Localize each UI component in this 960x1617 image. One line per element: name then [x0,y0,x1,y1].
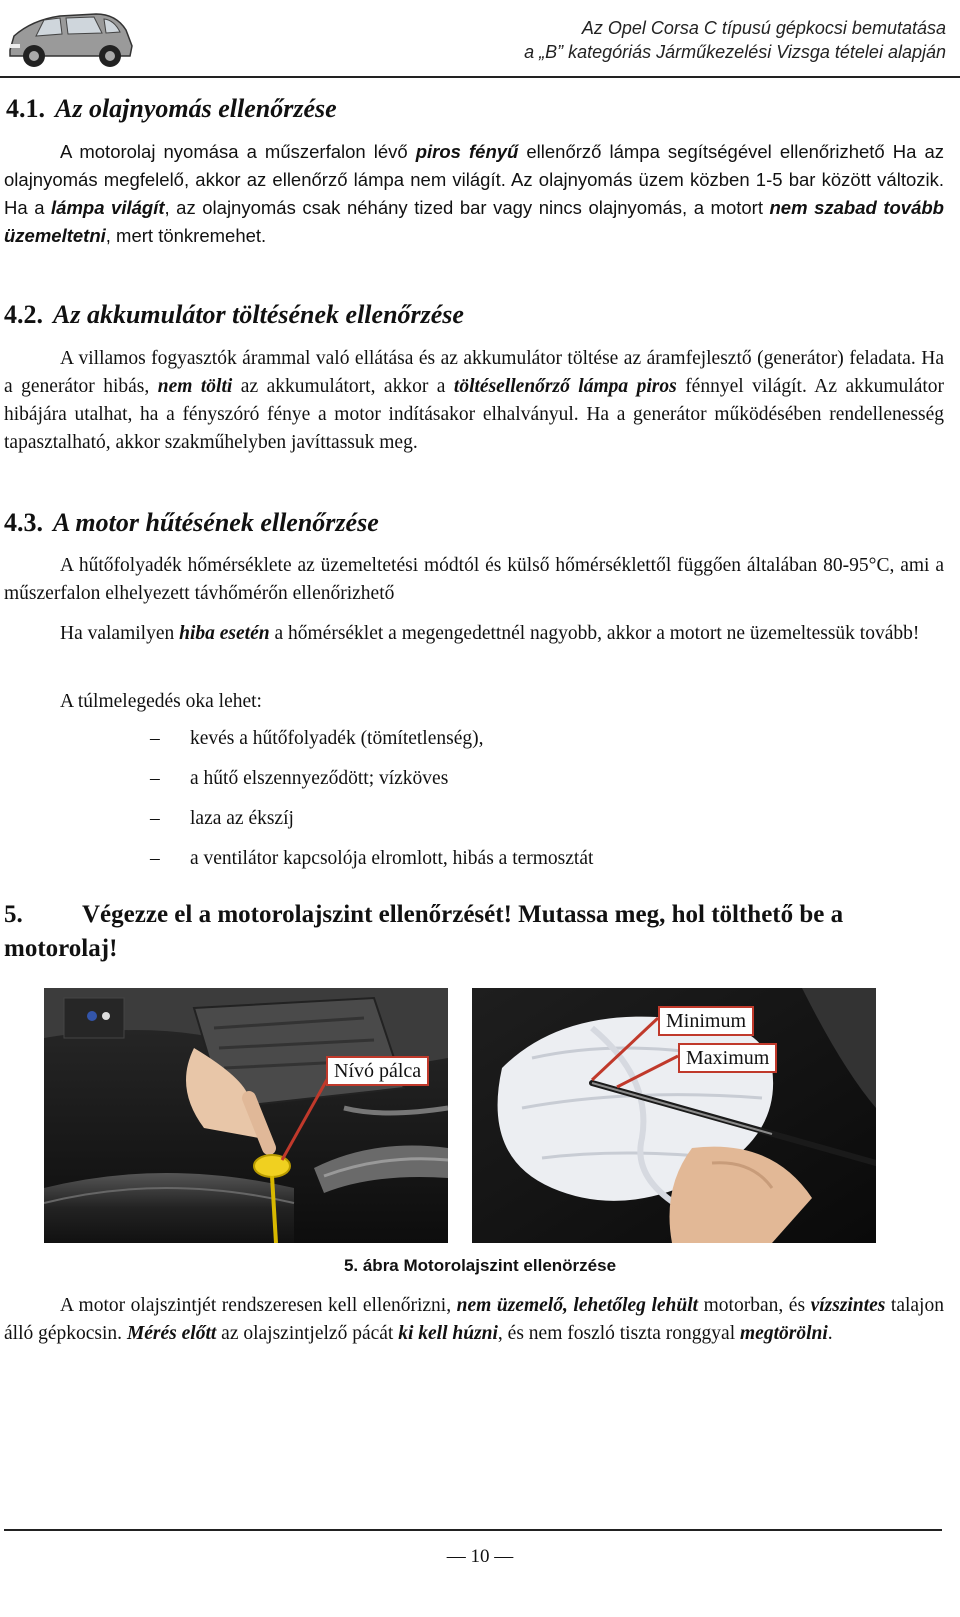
list-item [0,808,940,838]
paragraph-overheat-warning [4,620,944,648]
section-title: A motor hűtésének ellenőrzése [53,508,379,537]
text-run: A túlmelegedés oka lehet: [60,691,262,712]
list-dash: – [150,808,160,829]
text-run: A hűtőfolyadék hőmérséklete az üzemeltetési módtól és külső hőmérséklettől függően általában 80-95°C, ami a műszerfalon elhelyezett távhőmérőn ellenőrizhető [4,555,944,604]
section-heading-4-2 [4,300,464,330]
text-run: A motor olajszintjét rendszeresen kell ellenőrizni, [60,1295,457,1316]
list-item [0,768,940,798]
list-item [0,848,940,878]
section-number: 4.1. [6,94,45,123]
text-run: motorban, és [698,1295,811,1316]
photo-dipstick-levels [472,988,876,1243]
text-run: az olajszintjelző pácát [216,1323,399,1344]
list-dash: – [150,768,160,789]
list-item-text: kevés a hűtőfolyadék (tömítetlenség), [190,728,484,749]
text-run: a hőmérséklet a megengedettnél nagyobb, akkor a motort ne üzemeltessük tovább! [269,623,920,644]
figure-caption: 5. ábra Motorolajszint ellenörzése [343,1256,617,1275]
text-run: , mert tönkremehet. [105,225,267,246]
photo-dipstick-location [44,988,448,1243]
list-dash: – [150,728,160,749]
list-item-text: a ventilátor kapcsolója elromlott, hibás a termosztát [190,848,594,869]
car-icon [4,2,136,72]
paragraph-causes-intro [4,688,944,716]
emphasis: hiba esetén [179,623,270,644]
paragraph-battery [4,345,944,457]
section-heading-5 [4,898,944,966]
emphasis: megtörölni [740,1323,828,1344]
running-header [524,16,946,64]
text-run: , és nem foszló tiszta ronggyal [497,1323,740,1344]
section-number: 5. [4,901,23,928]
footer-rule [4,1529,942,1531]
header-rule [0,76,960,78]
section-title: Az olajnyomás ellenőrzése [55,94,337,123]
list-item-text: a hűtő elszennyeződött; vízköves [190,768,449,789]
text-run: . [827,1323,833,1344]
paragraph-oil-pressure [4,138,944,250]
emphasis: ki kell húzni [398,1323,498,1344]
header-line-2: a „B” kategóriás Járműkezelési Vizsga tételei alapján [524,42,946,62]
dipstick-label: Nívó pálca [326,1056,429,1086]
page-number: — 10 — [446,1546,514,1567]
text-run: A villamos fogyasztók árammal való ellátása és az akkumulátor töltése az áramfejlesztő (generátor) feladata. Ha a generátor hibás, [4,348,944,397]
maximum-label: Maximum [678,1043,777,1073]
text-run: talajon álló gépkocsin. [4,1295,944,1344]
engine-bay-illustration [44,988,448,1243]
emphasis: nem üzemelő, lehetőleg lehült [456,1295,699,1316]
paragraph-coolant-temp [4,552,944,608]
emphasis: nem tölti [157,376,233,397]
section-heading-4-3 [4,508,379,538]
emphasis: Mérés előtt [126,1323,217,1344]
header-line-1: Az Opel Corsa C típusú gépkocsi bemutatása [581,18,946,38]
text-run: fénnyel világít. Az akkumulátor hibájára utalhat, ha a fényszóró fénye a motor indításakor elhalványul. Ha a generátor működésében rendellenesség tapasztalható, akkor szakműhelyben javíttassuk meg. [4,376,945,453]
section-number: 4.3. [4,508,43,537]
text-run: Ha valamilyen [60,623,180,644]
paragraph-oil-level-instructions [4,1292,944,1348]
emphasis: lámpa világít [51,197,165,218]
emphasis: vízszintes [810,1295,886,1316]
minimum-label: Minimum [658,1006,754,1036]
section-title: Az akkumulátor töltésének ellenőrzése [53,300,464,329]
emphasis: piros fényű [415,141,519,162]
list-item-text: laza az ékszíj [190,808,294,829]
text-run: , az olajnyomás csak néhány tized bar vagy nincs olajnyomás, a motort [164,197,770,218]
section-heading-4-1 [6,94,337,124]
text-run: A motorolaj nyomása a műszerfalon lévő [60,141,416,162]
section-number: 4.2. [4,300,43,329]
emphasis: töltésellenőrző lámpa piros [453,376,677,397]
list-dash: – [150,848,160,869]
emphasis: nem szabad tovább üzemeltetni [4,197,944,246]
text-run: az akkumulátort, akkor a [232,376,454,397]
section-title: Végezze el a motorolajszint ellenőrzését! Mutassa meg, hol tölthető be a motorolaj! [4,901,844,962]
text-run: ellenőrző lámpa segítségével ellenőrizhető Ha az olajnyomás megfelelő, akkor az ellenőrző lámpa nem világít. Az olajnyomás üzem közben 1-5 bar között változik. Ha a [4,141,944,218]
list-item [0,728,940,758]
